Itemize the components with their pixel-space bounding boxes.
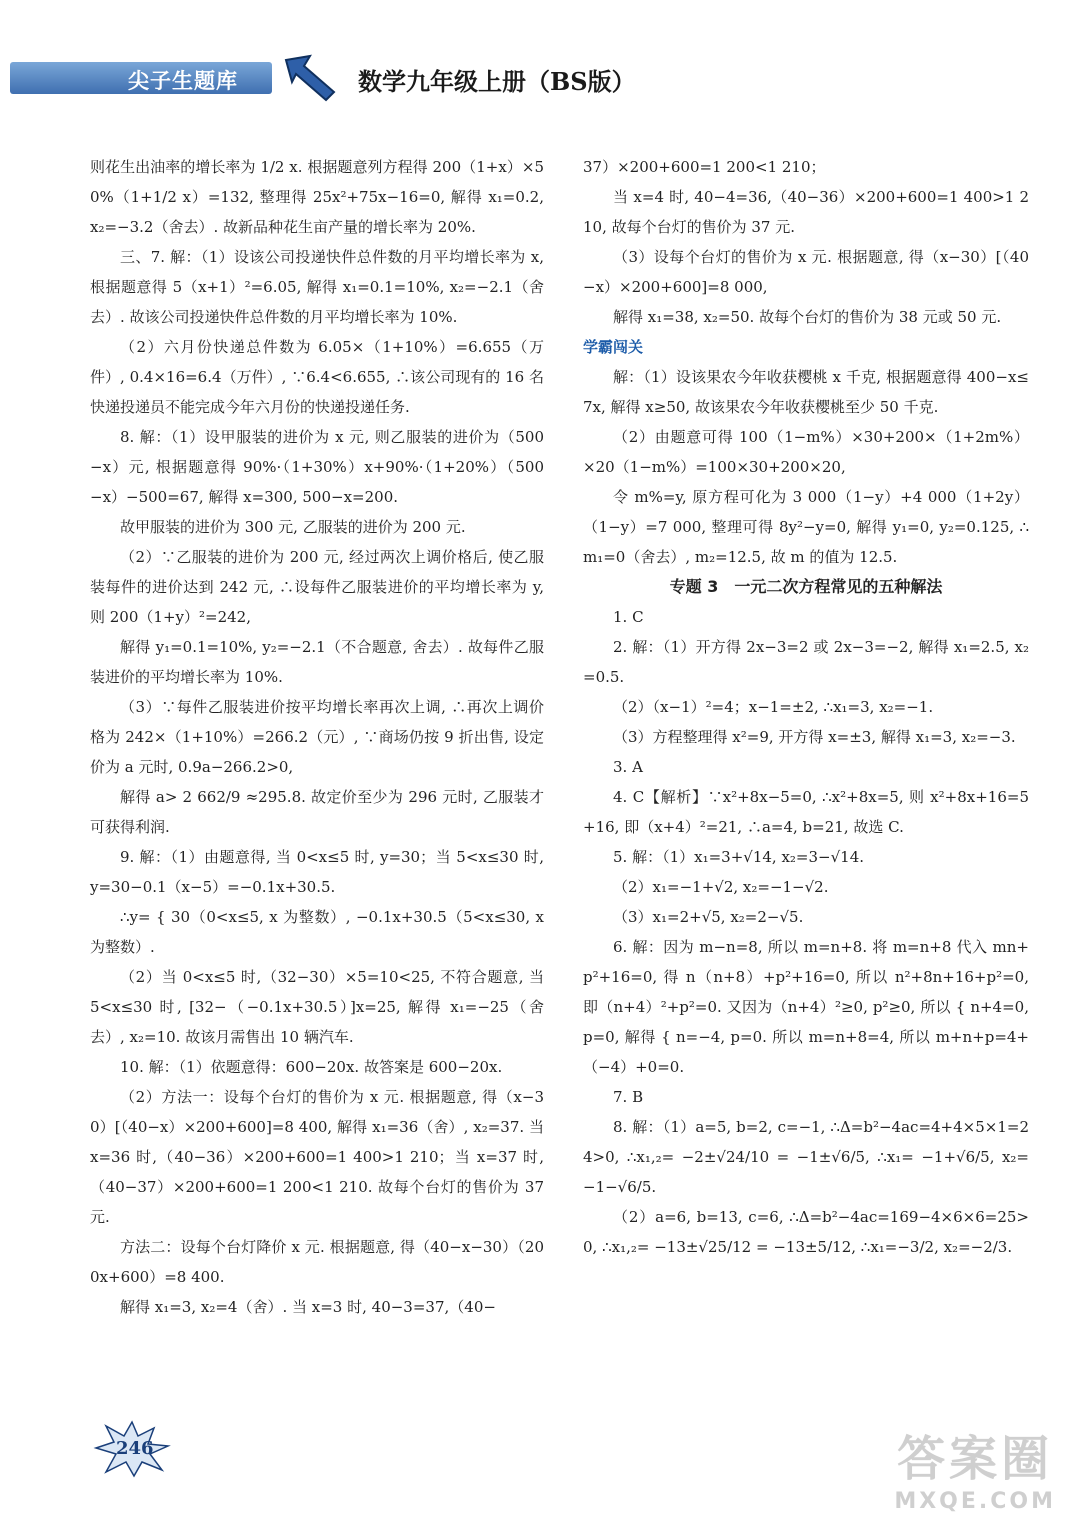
left-paragraph: （2）六月份快递总件数为 6.05×（1+10%）=6.655（万件）, 0.4×16=6.4（万件）, ∵6.4<6.655, ∴该公司现有的 16 名快递投递员不能完成今年六月份的快递投递任务. — [90, 338, 544, 416]
right-paragraph: （2）x₁=−1+√2, x₂=−1−√2. — [613, 878, 829, 896]
right-paragraph: 1. C — [613, 608, 644, 626]
right-paragraph: 学霸闯关 — [583, 338, 644, 356]
left-paragraph: （3）∵每件乙服装进价按平均增长率再次上调, ∴再次上调价格为 242×（1+10%）=266.2（元）, ∵商场仍按 9 折出售, 设定价为 a 元时, 0.9a−266.2>0, — [90, 698, 544, 776]
left-paragraph: 9. 解：（1）由题意得, 当 0<x≤5 时, y=30；当 5<x≤30 时, y=30−0.1（x−5）=−0.1x+30.5. — [90, 848, 544, 896]
left-paragraph: （2）方法一：设每个台灯的售价为 x 元. 根据题意, 得（x−30）[（40−x）×200+600]=8 400, 解得 x₁=36（舍）, x₂=37. 当 x=36 时,（40−36）×200+600=1 400>1 210；当 x=37 时,（40−37）×200+600=1 200<1 210. 故每个台灯的售价为 37 元. — [90, 1088, 544, 1226]
right-paragraph: 2. 解：（1）开方得 2x−3=2 或 2x−3=−2, 解得 x₁=2.5, x₂=0.5. — [583, 638, 1029, 686]
right-paragraph: 6. 解：因为 m−n=8, 所以 m=n+8. 将 m=n+8 代入 mn+p²+16=0, 得 n（n+8）+p²+16=0, 所以 n²+8n+16+p²=0, 即（n+4）²+p²=0. 又因为（n+4）²≥0, p²≥0, 所以 { n+4=0, p=0, 解得 { n=−4, p=0. 所以 m=n+8=4, 所以 m+n+p=4+（−4）+0=0. — [583, 938, 1029, 1076]
right-paragraph: 8. 解：（1）a=5, b=2, c=−1, ∴Δ=b²−4ac=4+4×5×1=24>0, ∴x₁,₂= −2±√24/10 = −1±√6/5, ∴x₁= −1+√6/5, x₂= −1−√6/5. — [583, 1118, 1029, 1196]
arrow-icon — [282, 52, 338, 104]
right-paragraph: 解：（1）设该果农今年收获樱桃 x 千克, 根据题意得 400−x≤7x, 解得 x≥50, 故该果农今年收获樱桃至少 50 千克. — [583, 368, 1029, 416]
right-paragraph: （3）设每个台灯的售价为 x 元. 根据题意, 得（x−30）[（40−x）×200+600]=8 000, — [583, 248, 1029, 296]
page-number: 246 — [116, 1438, 154, 1459]
watermark — [894, 1420, 1056, 1514]
left-paragraph: 故甲服装的进价为 300 元, 乙服装的进价为 200 元. — [120, 518, 466, 536]
right-paragraph: 5. 解：（1）x₁=3+√14, x₂=3−√14. — [613, 848, 865, 866]
series-name: 尖子生题库 — [128, 69, 238, 93]
left-paragraph: 则花生出油率的增长率为 1/2 x. 根据题意列方程得 200（1+x）×50%（1+1/2 x）=132, 整理得 25x²+75x−16=0, 解得 x₁=0.2, x₂=−3.2（舍去）. 故新品种花生亩产量的增长率为 20%. — [90, 158, 544, 236]
right-paragraph: 4. C【解析】∵x²+8x−5=0, ∴x²+8x=5, 则 x²+8x+16=5+16, 即（x+4）²=21, ∴a=4, b=21, 故选 C. — [583, 788, 1029, 836]
right-paragraph: （2）由题意可得 100（1−m%）×30+200×（1+2m%）×20（1−m%）=100×30+200×20, — [583, 428, 1029, 476]
left-column — [90, 152, 544, 1322]
right-column — [583, 152, 1029, 1262]
left-paragraph: 解得 y₁=0.1=10%, y₂=−2.1（不合题意, 舍去）. 故每件乙服装进价的平均增长率为 10%. — [90, 638, 544, 686]
book-title: 数学九年级上册（BS版） — [358, 67, 636, 96]
right-paragraph: 解得 x₁=38, x₂=50. 故每个台灯的售价为 38 元或 50 元. — [613, 308, 1002, 326]
left-paragraph: 解得 x₁=3, x₂=4（舍）. 当 x=3 时, 40−3=37,（40− — [120, 1298, 496, 1316]
left-paragraph: 8. 解：（1）设甲服装的进价为 x 元, 则乙服装的进价为（500−x）元, 根据题意得 90%·（1+30%）x+90%·（1+20%）（500−x）−500=67, 解得 x=300, 500−x=200. — [90, 428, 544, 506]
left-paragraph: 解得 a> 2 662/9 ≈295.8. 故定价至少为 296 元时, 乙服装才可获得利润. — [90, 788, 544, 836]
right-paragraph: 3. A — [613, 758, 643, 776]
left-paragraph: 三、7. 解：（1）设该公司投递快件总件数的月平均增长率为 x, 根据题意得 5（x+1）²=6.05, 解得 x₁=0.1=10%, x₂=−2.1（舍去）. 故该公司投递快件总件数的月平均增长率为 10%. — [90, 248, 544, 326]
watermark-line2: MXQE.COM — [894, 1489, 1056, 1514]
right-paragraph: 7. B — [613, 1088, 644, 1106]
left-paragraph: 方法二：设每个台灯降价 x 元. 根据题意, 得（40−x−30）（200x+600）=8 400. — [90, 1238, 544, 1286]
right-paragraph: （3）方程整理得 x²=9, 开方得 x=±3, 解得 x₁=3, x₂=−3. — [613, 728, 1016, 746]
left-paragraph: 10. 解：（1）依题意得：600−20x. 故答案是 600−20x. — [120, 1058, 503, 1076]
right-paragraph: 当 x=4 时, 40−4=36,（40−36）×200+600=1 400>1 210, 故每个台灯的售价为 37 元. — [583, 188, 1029, 236]
left-paragraph: （2）∵乙服装的进价为 200 元, 经过两次上调价格后, 使乙服装每件的进价达到 242 元, ∴设每件乙服装进价的平均增长率为 y, 则 200（1+y）²=242, — [90, 548, 544, 626]
right-paragraph: 专题 3 一元二次方程常见的五种解法 — [669, 577, 943, 596]
right-paragraph: （2）（x−1）²=4；x−1=±2, ∴x₁=3, x₂=−1. — [613, 698, 934, 716]
left-paragraph: ∴y= { 30（0<x≤5, x 为整数）, −0.1x+30.5（5<x≤30, x 为整数）. — [90, 908, 544, 956]
page-number-badge — [92, 1418, 172, 1478]
left-paragraph: （2）当 0<x≤5 时,（32−30）×5=10<25, 不符合题意, 当 5<x≤30 时, [32−（−0.1x+30.5）]x=25, 解得 x₁=−25（舍去）, x₂=10. 故该月需售出 10 辆汽车. — [90, 968, 544, 1046]
right-paragraph: 令 m%=y, 原方程可化为 3 000（1−y）+4 000（1+2y）（1−y）=7 000, 整理可得 8y²−y=0, 解得 y₁=0, y₂=0.125, ∴m₁=0（舍去）, m₂=12.5, 故 m 的值为 12.5. — [583, 488, 1029, 566]
right-paragraph: （2）a=6, b=13, c=6, ∴Δ=b²−4ac=169−4×6×6=25>0, ∴x₁,₂= −13±√25/12 = −13±5/12, ∴x₁=−3/2, x₂=−2/3. — [583, 1208, 1029, 1256]
right-paragraph: （3）x₁=2+√5, x₂=2−√5. — [613, 908, 804, 926]
series-badge — [10, 62, 272, 94]
right-paragraph: 37）×200+600=1 200<1 210； — [583, 158, 826, 176]
watermark-line1: 答案圈 — [897, 1431, 1054, 1487]
